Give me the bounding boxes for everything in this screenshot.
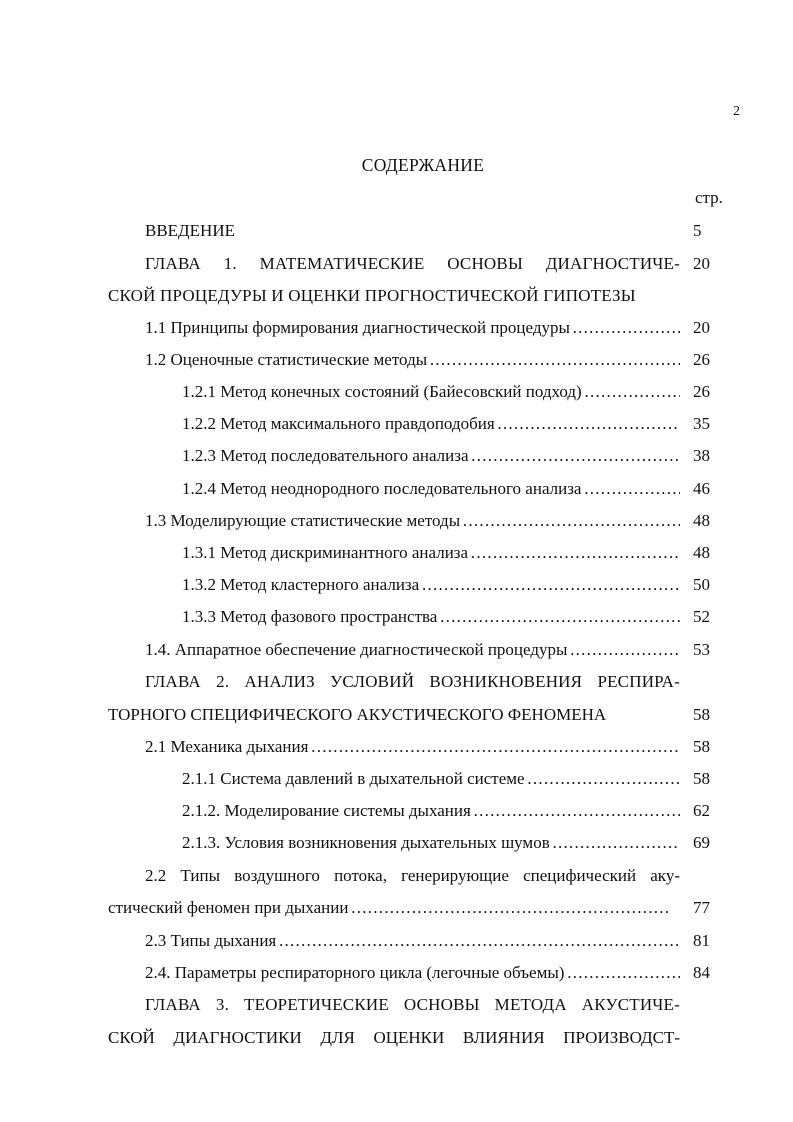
toc-entry-1-2-3: [0, 444, 793, 468]
toc-entry-label-line1: ГЛАВА 1. МАТЕМАТИЧЕСКИЕ ОСНОВЫ ДИАГНОСТИЧЕ-: [145, 254, 680, 273]
toc-entry-label-line1: ГЛАВА 3. ТЕОРЕТИЧЕСКИЕ ОСНОВЫ МЕТОДА АКУСТИЧЕ-: [145, 995, 680, 1014]
toc-entry-label: 1.3.1 Метод дискриминантного анализа . . .: [182, 541, 680, 565]
toc-entry-1-3-2: [0, 573, 793, 597]
toc-entry-label: 2.1.1 Система давлений в дыхательной системе . . .: [182, 767, 680, 791]
toc-entry-label-line2: СКОЙ ПРОЦЕДУРЫ И ОЦЕНКИ ПРОГНОСТИЧЕСКОЙ ГИПОТЕЗЫ: [108, 286, 636, 305]
toc-entry-chapter-2: [0, 670, 793, 694]
toc-entry-label-line2: ТОРНОГО СПЕЦИФИЧЕСКОГО АКУСТИЧЕСКОГО ФЕНОМЕНА: [108, 705, 607, 724]
toc-entry-label: 1.2.1 Метод конечных состояний (Байесовский подход) . . .: [182, 380, 680, 404]
toc-entry-1-1: [0, 316, 793, 340]
toc-entry-page: 69: [693, 833, 710, 852]
toc-entry-2-1-2: [0, 799, 793, 823]
toc-entry-chapter-2-cont: [0, 703, 793, 727]
toc-entry-label: 2.1.3. Условия возникновения дыхательных шумов . . .: [182, 831, 680, 855]
toc-entry-label-line1: ГЛАВА 2. АНАЛИЗ УСЛОВИЙ ВОЗНИКНОВЕНИЯ РЕСПИРА-: [145, 672, 680, 691]
toc-entry-page: 46: [693, 479, 710, 498]
toc-entry-label-line1: 2.2 Типы воздушного потока, генерирующие специфический аку-: [145, 866, 680, 885]
toc-entry-1-3: [0, 509, 793, 533]
toc-entry-label: ВВЕДЕНИЕ: [145, 221, 235, 240]
toc-entry-page: 58: [693, 769, 710, 788]
toc-entry-label-line2: стический феномен при дыхании . . .: [108, 896, 668, 920]
toc-entry-2-2-cont: [0, 896, 793, 920]
toc-entry-page: 35: [693, 414, 710, 433]
toc-entry-2-1: [0, 735, 793, 759]
toc-entry-label: 2.1.2. Моделирование системы дыхания . . .: [182, 799, 680, 823]
toc-entry-label: 1.3 Моделирующие статистические методы . . .: [145, 509, 680, 533]
toc-entry-page: 53: [693, 640, 710, 659]
toc-entry-label: 1.2 Оценочные статистические методы . . .: [145, 348, 680, 372]
toc-entry-page: 58: [693, 737, 710, 756]
toc-entry-2-1-1: [0, 767, 793, 791]
toc-entry-page: 38: [693, 446, 710, 465]
toc-entry-label: 1.4. Аппаратное обеспечение диагностической процедуры . . .: [145, 638, 680, 662]
toc-entry-page: 26: [693, 350, 710, 369]
toc-entry-page: 5: [693, 221, 702, 240]
toc-entry-introduction: [0, 219, 793, 243]
toc-entry-page: 48: [693, 543, 710, 562]
toc-entry-page: 81: [693, 931, 710, 950]
toc-entry-page: 26: [693, 382, 710, 401]
toc-entry-page: 77: [693, 898, 710, 917]
toc-entry-page: 52: [693, 607, 710, 626]
toc-entry-page: 50: [693, 575, 710, 594]
toc-entry-label: 2.4. Параметры респираторного цикла (легочные объемы) . . .: [145, 961, 680, 985]
toc-entry-2-1-3: [0, 831, 793, 855]
toc-entry-1-4: [0, 638, 793, 662]
toc-entry-label: 2.3 Типы дыхания . . .: [145, 929, 680, 953]
toc-entry-chapter-1: [0, 252, 793, 276]
page-column-label: стр.: [695, 188, 723, 207]
toc-entry-page: 20: [693, 318, 710, 337]
toc-entry-label: 1.2.2 Метод максимального правдоподобия . . .: [182, 412, 680, 436]
toc-entry-page: 48: [693, 511, 710, 530]
toc-entry-label: 1.1 Принципы формирования диагностической процедуры . . .: [145, 316, 680, 340]
toc-entry-label: 1.3.2 Метод кластерного анализа . . .: [182, 573, 680, 597]
toc-entry-1-3-1: [0, 541, 793, 565]
toc-entry-label-line2: СКОЙ ДИАГНОСТИКИ ДЛЯ ОЦЕНКИ ВЛИЯНИЯ ПРОИЗВОДСТ-: [108, 1028, 680, 1047]
toc-entry-chapter-1-cont: [0, 284, 793, 308]
toc-entry-chapter-3: [0, 993, 793, 1017]
page-number: 2: [733, 104, 740, 119]
toc-entry-label: 1.2.4 Метод неоднородного последовательного анализа . . .: [182, 477, 680, 501]
toc-entry-page: 84: [693, 963, 710, 982]
toc-entry-1-2-2: [0, 412, 793, 436]
toc-entry-chapter-3-cont: [0, 1026, 793, 1050]
toc-entry-1-2-4: [0, 477, 793, 501]
toc-entry-2-4: [0, 961, 793, 985]
toc-title: СОДЕРЖАНИЕ: [361, 155, 485, 175]
toc-entry-1-2: [0, 348, 793, 372]
toc-entry-1-2-1: [0, 380, 793, 404]
toc-entry-label: 1.2.3 Метод последовательного анализа . . .: [182, 444, 680, 468]
toc-entry-label: 2.1 Механика дыхания . . .: [145, 735, 680, 759]
toc-entry-label: 1.3.3 Метод фазового пространства . . .: [182, 605, 680, 629]
toc-entry-1-3-3: [0, 605, 793, 629]
toc-entry-page: 58: [693, 705, 710, 724]
toc-entry-page: 62: [693, 801, 710, 820]
toc-entry-page: 20: [693, 254, 710, 273]
toc-entry-2-3: [0, 929, 793, 953]
toc-entry-2-2: [0, 864, 793, 888]
